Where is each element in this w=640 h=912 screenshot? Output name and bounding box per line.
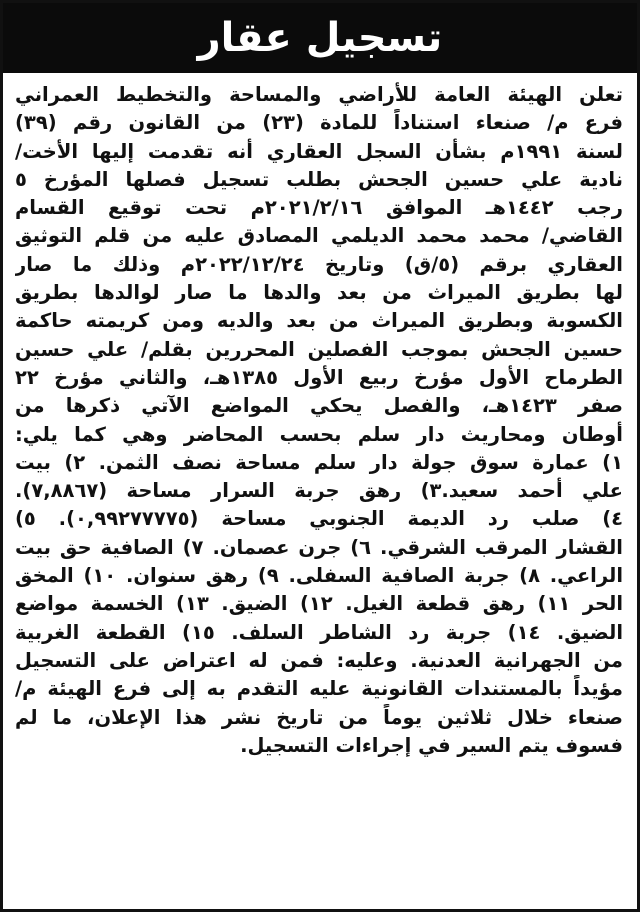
notice-line-6: القاضي/ محمد محمد الديلمي المصادق عليه من قلم التوثيق (15, 224, 623, 248)
notice-line-17: القشار المرقب الشرقي. ٦) جرن عصمان. ٧) الصافية حق بيت (15, 535, 623, 559)
notice-line-14: ١) عمارة سوق جولة دار سلم مساحة نصف الثمن. ٢) بيت (15, 450, 623, 474)
notice-body (15, 81, 623, 760)
notice-title-bar (3, 3, 637, 73)
notice-line-24: فسوف يتم السير في إجراءات التسجيل. (240, 733, 623, 757)
notice-line-4: نادية علي حسين الجحش بطلب تسجيل فصلها المؤرخ ٥ (15, 167, 623, 191)
notice-line-9: الكسوبة وبطريق الميراث من بعد والديه ومن كريمته حاكمة (15, 309, 623, 333)
notice-line-8: لها بطريق الميراث من بعد والدها ما صار لوالدها بطريق (15, 281, 623, 305)
notice-line-23: صنعاء خلال ثلاثين يوماً من تاريخ نشر هذا الإعلان، ما لم (15, 705, 623, 729)
notice-line-1: تعلن الهيئة العامة للأراضي والمساحة والتخطيط العمراني (15, 83, 623, 106)
notice-line-19: الحر ١١) رهق قطعة الغيل. ١٢) الضيق. ١٣) الخسمة مواضع (15, 592, 623, 616)
notice-line-15: علي أحمد سعيد.٣) رهق جربة السرار مساحة (٧,٨٨٦٧). (15, 479, 623, 503)
notice-title: تسجيل عقار (197, 15, 443, 61)
notice-line-11: الطرماح الأول مؤرخ ربيع الأول ١٣٨٥هـ، والثاني مؤرخ ٢٢ (15, 365, 623, 389)
notice-line-16: ٤) صلب رد الديمة الجنوبي مساحة (٠,٩٩٢٧٧٧٧٥). ٥) (15, 507, 623, 531)
notice-line-2: فرع م/ صنعاء استناداً للمادة (٢٣) من القانون رقم (٣٩) (15, 111, 623, 135)
notice-line-20: الضيق. ١٤) جربة رد الشاطر السلف. ١٥) القطعة الغربية (15, 620, 623, 644)
notice-line-21: من الجهرانية العدنية. وعليه: فمن له اعتراض على التسجيل (15, 648, 623, 672)
notice-line-7: العقاري برقم (٥/ق) وتاريخ ٢٠٢٢/١٢/٢٤م وذلك ما صار (15, 252, 623, 276)
notice-line-13: أوطان ومحاريث دار سلم بحسب المحاضر وهي كما يلي: (15, 422, 623, 446)
notice-line-18: الراعي. ٨) جربة الصافية السفلى. ٩) رهق سنوان. ١٠) المخق (15, 564, 623, 588)
notice-line-12: صفر ١٤٢٣هـ، والفصل يحكي المواضع الآتي ذكرها من (15, 394, 623, 418)
notice-line-5: رجب ١٤٤٢هـ الموافق ٢٠٢١/٢/١٦م تحت توقيع القسام (15, 196, 623, 220)
notice-line-3: لسنة ١٩٩١م بشأن السجل العقاري أنه تقدمت إليها الأخت/ (15, 139, 623, 163)
notice-line-10: حسين الجحش بموجب الفصلين المحررين بقلم/ علي حسين (15, 337, 623, 361)
notice-line-22: مؤيداً بالمستندات القانونية عليه التقدم به إلى فرع الهيئة م/ (15, 677, 623, 701)
